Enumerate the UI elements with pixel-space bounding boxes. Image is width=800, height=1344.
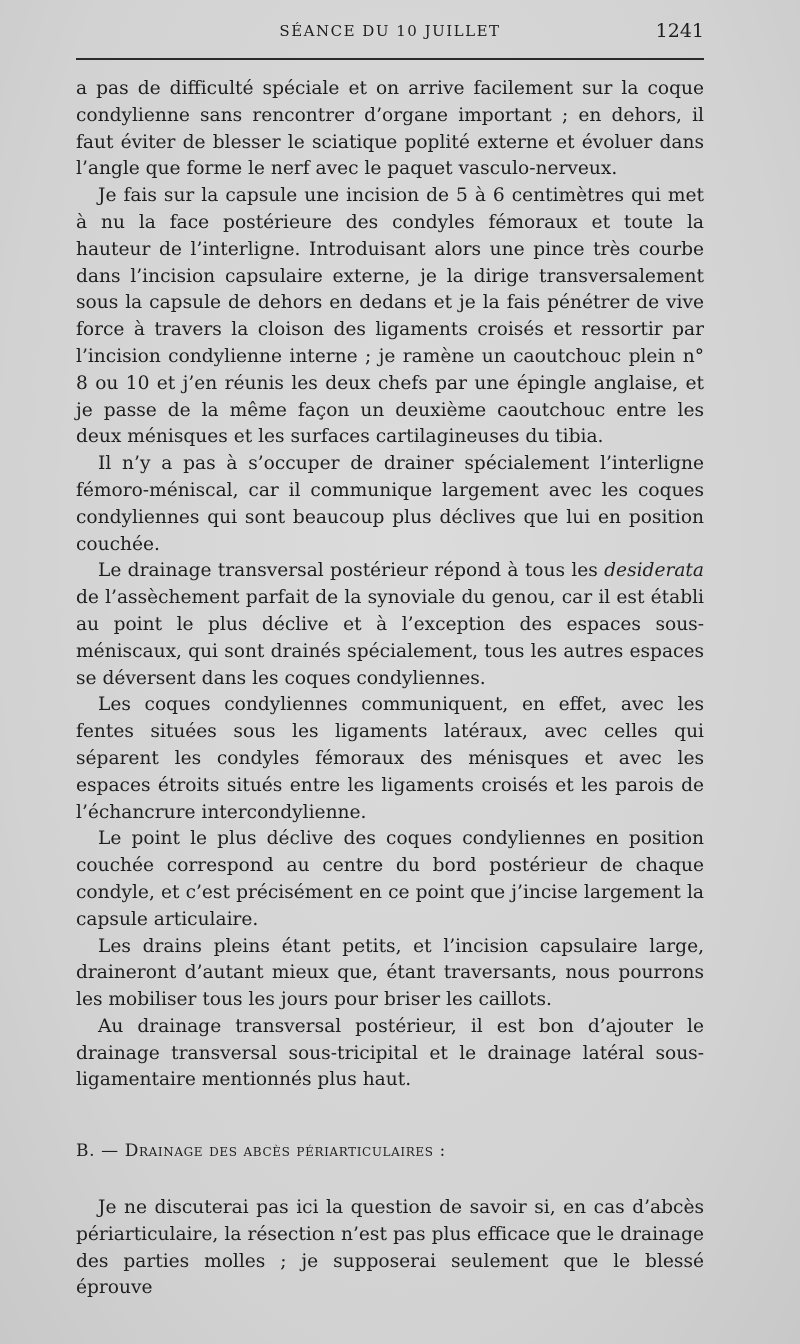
paragraph (76, 558, 704, 692)
paragraph-continued: a pas de difficulté spéciale et on arrive facilement sur la coque condylienne sans rencontrer d’organe important ; en dehors, il faut éviter de blesser le sciatique poplité externe et évoluer dans l’angle que forme le nerf avec le paquet vasculo-nerveux. (76, 78, 704, 180)
paragraph: Le point le plus déclive des coques condyliennes en position couchée correspond au centre du bord postérieur de chaque condyle, et c’est précisément en ce point que j’incise largement la capsule articulaire. (76, 828, 704, 930)
header-rule (76, 58, 704, 60)
section-heading (76, 1138, 704, 1164)
paragraph: Je fais sur la capsule une incision de 5 à 6 centimètres qui met à nu la face postérieure des condyles fémoraux et toute la hauteur de l’interligne. Introduisant alors une pince très courbe dans l’incision capsulaire externe, je la dirige transversalement sous la capsule de dehors en dedans et je la fais pénétrer de vive force à travers la cloison des ligaments croisés et ressortir par l’incision condylienne interne ; je ramène un caoutchouc plein n° 8 ou 10 et j’en réunis les deux chefs par une épingle anglaise, et je passe de la même façon un deuxième caoutchouc entre les deux ménisques et les surfaces cartilagineuses du tibia. (76, 185, 704, 448)
section-dash: — (101, 1141, 119, 1161)
paragraph: Il n’y a pas à s’occuper de drainer spécialement l’interligne fémoro-méniscal, car il communique largement avec les coques condyliennes qui sont beaucoup plus déclives que lui en position couchée. (76, 453, 704, 555)
page-number: 1241 (655, 20, 704, 42)
italic-term: desiderata (604, 560, 704, 582)
section-title: Drainage des abcès périarticulaires : (124, 1141, 446, 1161)
paragraph: Au drainage transversal postérieur, il est bon d’ajouter le drainage transversal sous-tricipital et le drainage latéral sous-ligamentaire mentionnés plus haut. (76, 1015, 704, 1091)
section-letter: B. (76, 1141, 96, 1161)
paragraph-text: Le drainage transversal postérieur répond à tous les (98, 560, 605, 582)
paragraph: Je ne discuterai pas ici la question de savoir si, en cas d’abcès périarticulaire, la résection n’est pas plus efficace que le drainage des parties molles ; je supposerai seulement que le blessé éprouve (76, 1197, 704, 1299)
main-text (76, 76, 704, 1094)
section-text (76, 1195, 704, 1302)
paragraph-text: de l’assèchement parfait de la synoviale du genou, car il est établi au point le plus déclive et à l’exception des espaces sous-méniscaux, qui sont drainés spécialement, tous les autres espaces se déversent dans les coques condyliennes. (76, 587, 704, 689)
page-header (76, 20, 704, 44)
paragraph: Les drains pleins étant petits, et l’incision capsulaire large, draineront d’autant mieux que, étant traversants, nous pourrons les mobiliser tous les jours pour briser les caillots. (76, 935, 704, 1011)
running-title: SÉANCE DU 10 JUILLET (279, 22, 501, 40)
paragraph: Les coques condyliennes communiquent, en effet, avec les fentes situées sous les ligaments latéraux, avec celles qui séparent les condyles fémoraux des ménisques et avec les espaces étroits situés entre les ligaments croisés et les parois de l’échancrure intercondylienne. (76, 694, 704, 823)
